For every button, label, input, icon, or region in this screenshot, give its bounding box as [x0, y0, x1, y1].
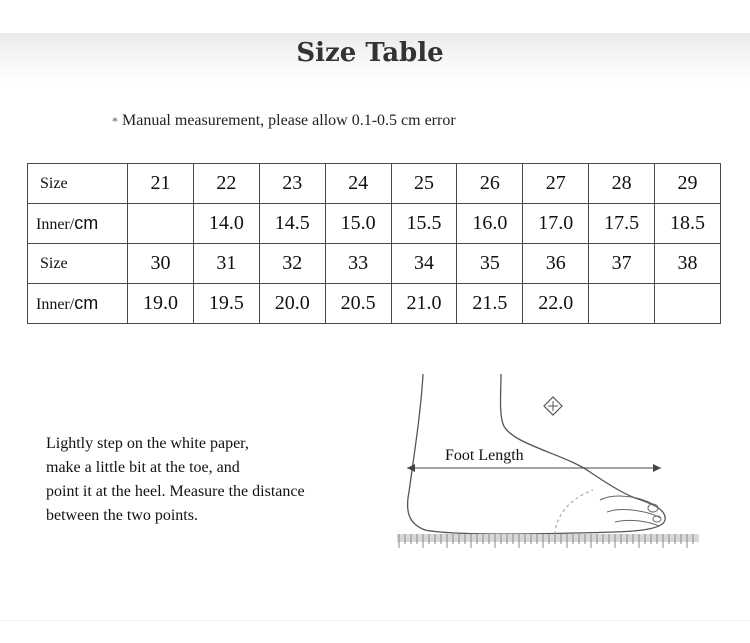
table-cell: 21.0	[391, 284, 457, 324]
table-cell: 23	[259, 164, 325, 204]
table-cell: 15.0	[325, 204, 391, 244]
table-cell: 28	[589, 164, 655, 204]
toes-outline	[600, 496, 661, 526]
asterisk-icon: *	[112, 114, 118, 128]
instructions	[46, 432, 366, 528]
instruction-line: between the two points.	[46, 507, 198, 524]
table-cell: 17.5	[589, 204, 655, 244]
table-cell: 14.5	[259, 204, 325, 244]
foot-diagram	[395, 372, 705, 552]
row-label: Size	[28, 164, 128, 204]
measurement-note	[112, 112, 456, 130]
arrow-right	[653, 464, 661, 472]
table-cell	[589, 284, 655, 324]
size-table	[27, 163, 721, 324]
divider	[0, 620, 750, 621]
instruction-line: point it at the heel. Measure the distance	[46, 483, 305, 500]
table-cell: 35	[457, 244, 523, 284]
table-cell: 20.5	[325, 284, 391, 324]
measurement-note-text: Manual measurement, please allow 0.1-0.5 cm error	[122, 112, 456, 129]
table-cell: 24	[325, 164, 391, 204]
table-cell: 14.0	[193, 204, 259, 244]
table-cell: 31	[193, 244, 259, 284]
instruction-line: make a little bit at the toe, and	[46, 459, 240, 476]
arrow-left	[407, 464, 415, 472]
row-label: Inner/cm	[28, 284, 128, 324]
table-cell	[128, 204, 194, 244]
page-title: Size Table	[296, 38, 444, 68]
table-cell: 26	[457, 164, 523, 204]
table-cell: 29	[655, 164, 721, 204]
table-cell: 22	[193, 164, 259, 204]
table-cell: 37	[589, 244, 655, 284]
table-cell	[655, 284, 721, 324]
toe-nail	[653, 516, 661, 522]
table-cell: 20.0	[259, 284, 325, 324]
table-row	[28, 284, 721, 324]
table-cell: 22.0	[523, 284, 589, 324]
row-label: Inner/cm	[28, 204, 128, 244]
table-cell: 34	[391, 244, 457, 284]
table-cell: 18.5	[655, 204, 721, 244]
crosshair-diamond-icon	[544, 397, 562, 415]
table-cell: 17.0	[523, 204, 589, 244]
table-cell: 15.5	[391, 204, 457, 244]
table-cell: 19.0	[128, 284, 194, 324]
table-row	[28, 244, 721, 284]
foot-length-label: Foot Length	[445, 447, 524, 464]
table-row	[28, 204, 721, 244]
instruction-line: Lightly step on the white paper,	[46, 435, 249, 452]
table-cell: 38	[655, 244, 721, 284]
ruler	[397, 534, 699, 542]
table-cell: 30	[128, 244, 194, 284]
table-row	[28, 164, 721, 204]
table-cell: 32	[259, 244, 325, 284]
table-cell: 16.0	[457, 204, 523, 244]
table-cell: 27	[523, 164, 589, 204]
table-cell: 21.5	[457, 284, 523, 324]
table-cell: 21	[128, 164, 194, 204]
table-cell: 25	[391, 164, 457, 204]
row-label: Size	[28, 244, 128, 284]
table-cell: 33	[325, 244, 391, 284]
table-cell: 36	[523, 244, 589, 284]
table-cell: 19.5	[193, 284, 259, 324]
